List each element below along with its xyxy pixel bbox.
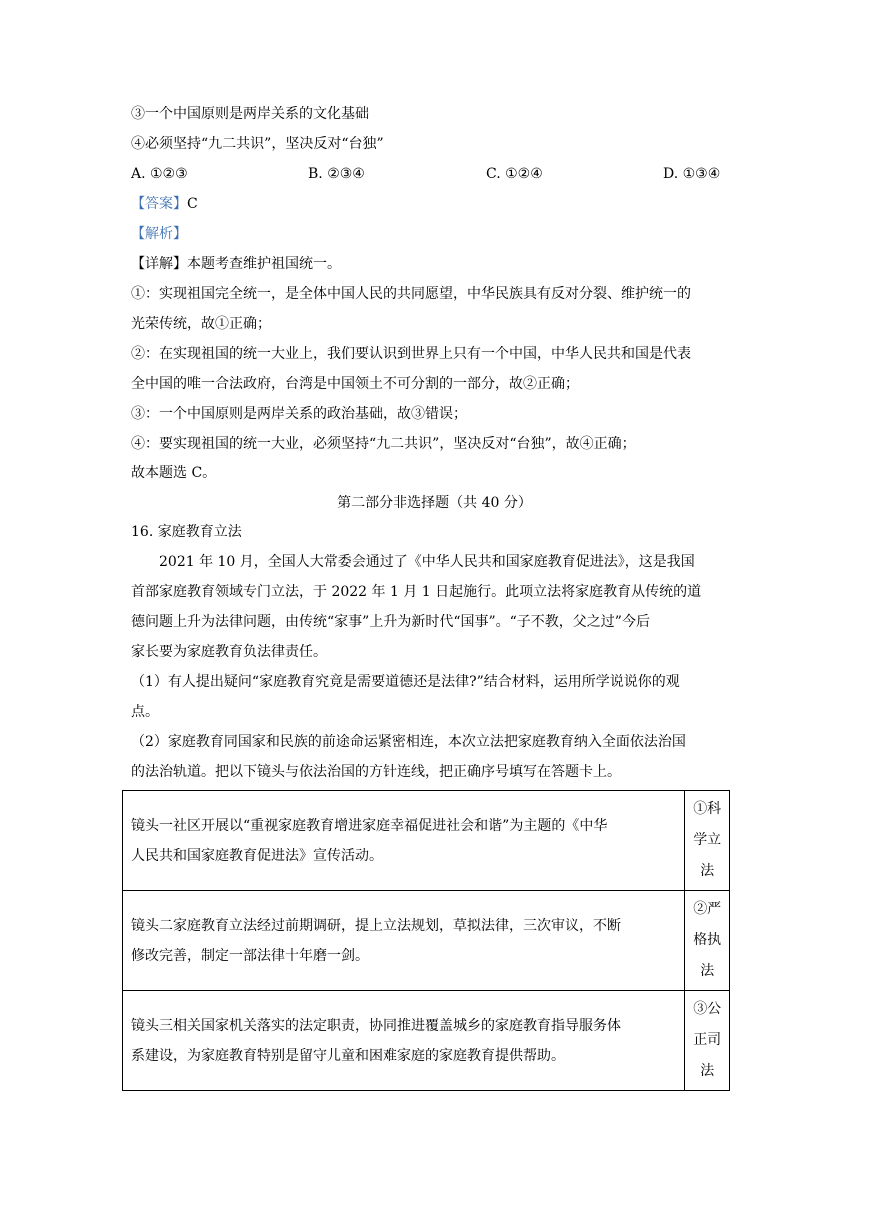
principle-text: 学立 bbox=[693, 832, 722, 848]
sub-question-1: （1）有人提出疑问“家庭教育究竟是需要道德还是法律?”结合材料，运用所学说说你的观 bbox=[131, 674, 680, 690]
option-statement-3: ③一个中国原则是两岸关系的文化基础 bbox=[131, 106, 369, 122]
answer-label: 【答案】 bbox=[131, 196, 187, 212]
question-title: 16. 家庭教育立法 bbox=[131, 524, 242, 540]
principle-text: ③公 bbox=[693, 1001, 722, 1017]
principle-cell bbox=[685, 891, 730, 991]
lens-text-line: 镜头二家庭教育立法经过前期调研，提上立法规划，草拟法律，三次审议，不断 bbox=[131, 917, 621, 934]
material-line: 首部家庭教育领域专门立法，于 2022 年 1 月 1 日起施行。此项立法将家庭教育从传统的道 bbox=[131, 584, 702, 600]
detail-line: 故本题选 C。 bbox=[131, 465, 217, 481]
section-title: 第二部分非选择题（共 40 分） bbox=[337, 495, 532, 511]
detail-line: 光荣传统，故①正确； bbox=[131, 316, 271, 332]
material-line: 家长要为家庭教育负法律责任。 bbox=[131, 644, 327, 660]
lens-text-line: 人民共和国家庭教育促进法》宣传活动。 bbox=[131, 847, 383, 864]
answer-line bbox=[131, 194, 198, 214]
sub-question-2: （2）家庭教育同国家和民族的前途命运紧密相连，本次立法把家庭教育纳入全面依法治国 bbox=[131, 734, 686, 750]
principle-text: 法 bbox=[700, 963, 715, 979]
detail-line: 【详解】本题考查维护祖国统一。 bbox=[131, 256, 341, 272]
detail-line: ④：要实现祖国的统一大业，必须坚持“九二共识”，坚决反对“台独”，故④正确； bbox=[131, 436, 636, 452]
lens-text-line: 系建设，为家庭教育特别是留守儿童和困难家庭的家庭教育提供帮助。 bbox=[131, 1047, 565, 1064]
lens-description bbox=[123, 891, 685, 991]
table-row bbox=[123, 891, 730, 991]
sub-question-1-cont: 点。 bbox=[131, 704, 159, 720]
principle-cell bbox=[685, 791, 730, 891]
material-line: 2021 年 10 月，全国人大常委会通过了《中华人民共和国家庭教育促进法》，这是我国 bbox=[159, 554, 695, 570]
table-row bbox=[123, 991, 730, 1091]
material-line: 德问题上升为法律问题，由传统“家事”上升为新时代“国事”。“子不教，父之过”今后 bbox=[131, 614, 650, 630]
choice-c: C. ①②④ bbox=[486, 166, 543, 182]
detail-line: ③：一个中国原则是两岸关系的政治基础，故③错误； bbox=[131, 406, 467, 422]
answer-value: C bbox=[187, 196, 198, 212]
principle-text: 正司 bbox=[693, 1032, 722, 1048]
principle-cell bbox=[685, 991, 730, 1091]
choice-d: D. ①③④ bbox=[663, 166, 721, 182]
option-statement-4: ④必须坚持“九二共识”，坚决反对“台独” bbox=[131, 136, 384, 152]
principle-text: 格执 bbox=[693, 932, 722, 948]
principle-text: 法 bbox=[700, 1063, 715, 1079]
principle-text: ①科 bbox=[693, 801, 722, 817]
choice-a: A. ①②③ bbox=[131, 166, 188, 182]
lens-description bbox=[123, 991, 685, 1091]
detail-line: ②：在实现祖国的统一大业上，我们要认识到世界上只有一个中国，中华人民共和国是代表 bbox=[131, 346, 691, 362]
lens-matching-table bbox=[122, 790, 730, 1091]
sub-question-2-cont: 的法治轨道。把以下镜头与依法治国的方针连线，把正确序号填写在答题卡上。 bbox=[131, 764, 621, 780]
detail-line: ①：实现祖国完全统一，是全体中国人民的共同愿望，中华民族具有反对分裂、维护统一的 bbox=[131, 286, 691, 302]
principle-text: ②严 bbox=[693, 901, 722, 917]
lens-text-line: 修改完善，制定一部法律十年磨一剑。 bbox=[131, 947, 369, 964]
lens-description bbox=[123, 791, 685, 891]
detail-line: 全中国的唯一合法政府，台湾是中国领土不可分割的一部分，故②正确； bbox=[131, 376, 579, 392]
choice-b: B. ②③④ bbox=[308, 166, 365, 182]
analysis-label: 【解析】 bbox=[131, 226, 187, 242]
table-row bbox=[123, 791, 730, 891]
lens-text-line: 镜头一社区开展以“重视家庭教育增进家庭幸福促进社会和谐”为主题的《中华 bbox=[131, 817, 608, 834]
lens-text-line: 镜头三相关国家机关落实的法定职责，协同推进覆盖城乡的家庭教育指导服务体 bbox=[131, 1017, 621, 1034]
principle-text: 法 bbox=[700, 863, 715, 879]
